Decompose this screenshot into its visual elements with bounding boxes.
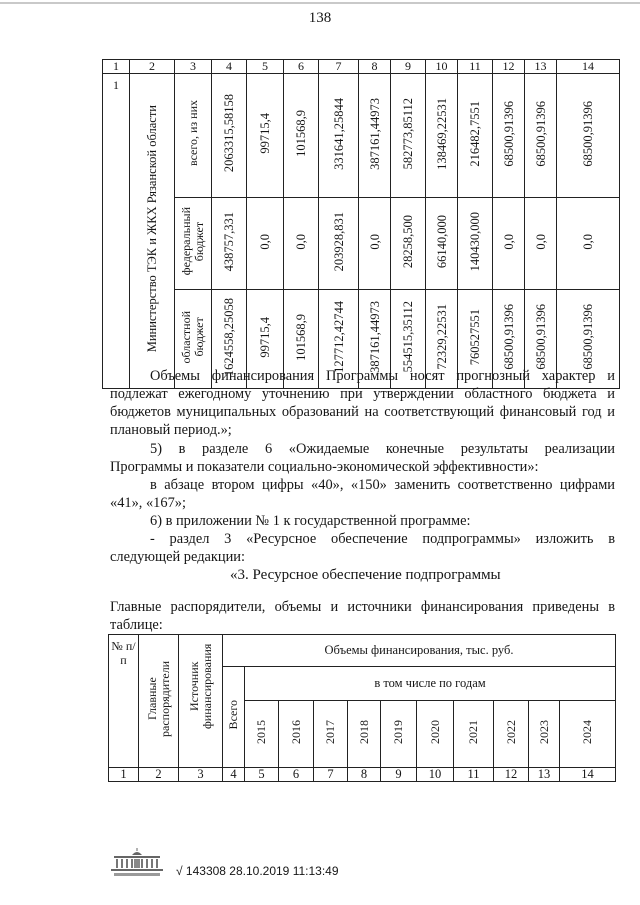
table-cell: 4 <box>212 60 247 74</box>
value: 0,0 <box>533 233 548 250</box>
col-main-label: Главные распорядители <box>144 660 172 738</box>
table-row <box>103 74 620 198</box>
table-cell: 7 <box>314 768 348 782</box>
table-cell: 5 <box>245 768 279 782</box>
paragraph-section6-line1: 5) в разделе 6 «Ожидаемые конечные результаты реализации <box>150 441 615 457</box>
value: 66140,000 <box>434 214 449 269</box>
paragraph-section3-line2: следующей редакции: <box>110 549 245 565</box>
years-header: в том числе по годам <box>245 667 616 701</box>
row-label-total: всего, из них <box>185 100 200 167</box>
value-cell <box>359 74 391 198</box>
year: 2019 <box>391 720 405 744</box>
value: 127712,42744 <box>331 301 346 373</box>
value: 101568,9 <box>294 313 308 361</box>
year-cell <box>494 701 529 768</box>
value: 0,0 <box>367 233 382 250</box>
value-cell <box>284 198 319 290</box>
value-cell <box>493 74 525 198</box>
year: 2020 <box>427 720 442 744</box>
value: 2063315,58158 <box>222 94 236 173</box>
page-number: 138 <box>308 10 332 26</box>
value: 68500,91396 <box>533 100 548 167</box>
value: 68500,91396 <box>501 100 516 167</box>
funding-table <box>102 59 620 389</box>
col-num-header: № п/п <box>109 635 139 768</box>
value-cell <box>525 198 557 290</box>
value-cell <box>319 74 359 198</box>
value: 0,0 <box>294 233 308 250</box>
year-cell <box>417 701 454 768</box>
value: 216482,7551 <box>468 100 482 167</box>
year: 2015 <box>254 720 268 744</box>
parliament-stamp-icon <box>108 848 166 878</box>
value: 101568,9 <box>294 110 308 157</box>
year-cell <box>454 701 494 768</box>
year-cell <box>529 701 560 768</box>
value: 203928,831 <box>331 211 346 272</box>
value-cell <box>284 74 319 198</box>
table-row <box>103 198 620 290</box>
value: 0,0 <box>258 233 272 250</box>
label-cell <box>175 198 212 290</box>
value-cell <box>247 74 284 198</box>
table-cell: 12 <box>493 60 525 74</box>
table-cell: 10 <box>426 60 458 74</box>
table-cell: 11 <box>454 768 494 782</box>
value-cell <box>458 74 493 198</box>
numbers-row <box>109 768 616 782</box>
value-cell <box>426 74 458 198</box>
value-cell <box>525 74 557 198</box>
ministry-cell <box>130 74 175 389</box>
value-cell <box>391 74 426 198</box>
year: 2024 <box>580 720 595 744</box>
value-cell <box>557 74 620 198</box>
paragraph-section3-line1: - раздел 3 «Ресурсное обеспечение подпрограммы» изложить в <box>150 531 615 547</box>
value-cell <box>458 198 493 290</box>
volume-header: Объемы финансирования, тыс. руб. <box>223 635 616 667</box>
table-cell: 1 <box>109 768 139 782</box>
table-cell: 3 <box>179 768 223 782</box>
table-cell: 5 <box>247 60 284 74</box>
table-header-row <box>103 60 620 74</box>
year: 2018 <box>356 720 371 744</box>
col-main-header <box>139 635 179 768</box>
value: 0,0 <box>581 233 595 250</box>
section-heading: «3. Ресурсное обеспечение подпрограммы <box>230 567 501 583</box>
year-cell <box>348 701 381 768</box>
paragraph-section6-line2: Программы и показатели социально-экономической эффективности»: <box>110 459 539 475</box>
value: 72329,22531 <box>434 304 449 370</box>
table-cell: 8 <box>348 768 381 782</box>
label-line: бюджет <box>192 221 206 262</box>
value: 1624558,25058 <box>222 297 236 377</box>
table-cell: 13 <box>525 60 557 74</box>
value-cell <box>557 198 620 290</box>
year-cell <box>314 701 348 768</box>
value: 760527551 <box>468 308 482 366</box>
value: 438757,331 <box>222 211 236 272</box>
table-cell: 7 <box>319 60 359 74</box>
table-header-row <box>109 635 616 667</box>
year: 2023 <box>536 720 551 744</box>
scan-edge-line <box>0 2 640 4</box>
value-cell <box>319 198 359 290</box>
table-cell: 3 <box>175 60 212 74</box>
paragraph-distributors-line1: Главные распорядители, объемы и источники финансирования приведены в <box>110 599 615 615</box>
value-cell <box>391 198 426 290</box>
col-source-label: Источник финансирования <box>186 643 214 729</box>
table-cell: 12 <box>494 768 529 782</box>
table-cell: 10 <box>417 768 454 782</box>
table-cell: 9 <box>391 60 426 74</box>
table-cell: 6 <box>279 768 314 782</box>
year: 2021 <box>466 720 480 744</box>
value-cell <box>247 198 284 290</box>
table-cell: 8 <box>359 60 391 74</box>
value-cell <box>493 198 525 290</box>
year: 2017 <box>323 720 337 744</box>
value: 138469,22531 <box>434 97 449 170</box>
year: 2022 <box>503 720 518 744</box>
value-cell <box>212 74 247 198</box>
table-cell: 11 <box>458 60 493 74</box>
value: 387161,44973 <box>367 97 382 170</box>
year-cell <box>245 701 279 768</box>
value: 68500,91396 <box>581 304 595 370</box>
value: 331641,25844 <box>331 97 346 170</box>
value: 554515,35112 <box>401 301 415 373</box>
row-label-regional <box>180 311 206 364</box>
table-cell: 2 <box>139 768 179 782</box>
label-line: областной <box>179 310 193 364</box>
table-cell: 6 <box>284 60 319 74</box>
table-cell: 14 <box>557 60 620 74</box>
value: 68500,91396 <box>533 304 548 370</box>
table-cell: 2 <box>130 60 175 74</box>
document-stamp-text: √ 143308 28.10.2019 11:13:49 <box>176 864 339 878</box>
table-cell: 4 <box>223 768 245 782</box>
label-line: федеральный <box>179 207 193 276</box>
table-cell: 14 <box>560 768 616 782</box>
value: 387161,44973 <box>367 301 382 373</box>
table-cell: 13 <box>529 768 560 782</box>
total-label: Всего <box>226 700 240 730</box>
col-source-header <box>179 635 223 768</box>
value: 582773,85112 <box>401 97 415 170</box>
value: 140430,000 <box>468 211 482 272</box>
row-label-federal <box>180 207 206 275</box>
value: 99715,4 <box>258 113 272 154</box>
paragraph-appendix: 6) в приложении № 1 к государственной программе: <box>150 513 471 529</box>
row-number: 1 <box>103 74 130 389</box>
value: 99715,4 <box>258 316 272 358</box>
table-cell: 1 <box>103 60 130 74</box>
year-cell <box>279 701 314 768</box>
value: 0,0 <box>501 233 516 250</box>
year-cell <box>381 701 417 768</box>
total-header <box>223 667 245 768</box>
paragraph-funding-note: Объемы финансирования Программы носят прогнозный характер и подлежат ежегодному уточнению при утверждении областного бюджета и бюджетов муниципальных образований на соответствующий финансовый год и плановый период.»; <box>110 368 615 438</box>
value: 28258,500 <box>401 214 415 269</box>
resource-table <box>108 634 616 782</box>
table-cell: 9 <box>381 768 417 782</box>
paragraph-replace-numbers: в абзаце втором цифры «40», «150» заменить соответственно цифрами «41», «167»; <box>110 477 615 511</box>
label-cell <box>175 74 212 198</box>
paragraph-distributors-line2: таблице: <box>110 617 163 633</box>
label-line: бюджет <box>192 317 206 357</box>
value-cell <box>359 198 391 290</box>
value-cell <box>212 198 247 290</box>
ministry-label: Министерство ТЭК и ЖКХ Рязанской области <box>145 105 159 353</box>
value-cell <box>426 198 458 290</box>
value: 68500,91396 <box>501 304 516 370</box>
year-cell <box>560 701 616 768</box>
year: 2016 <box>288 720 303 744</box>
value: 68500,91396 <box>581 100 595 167</box>
